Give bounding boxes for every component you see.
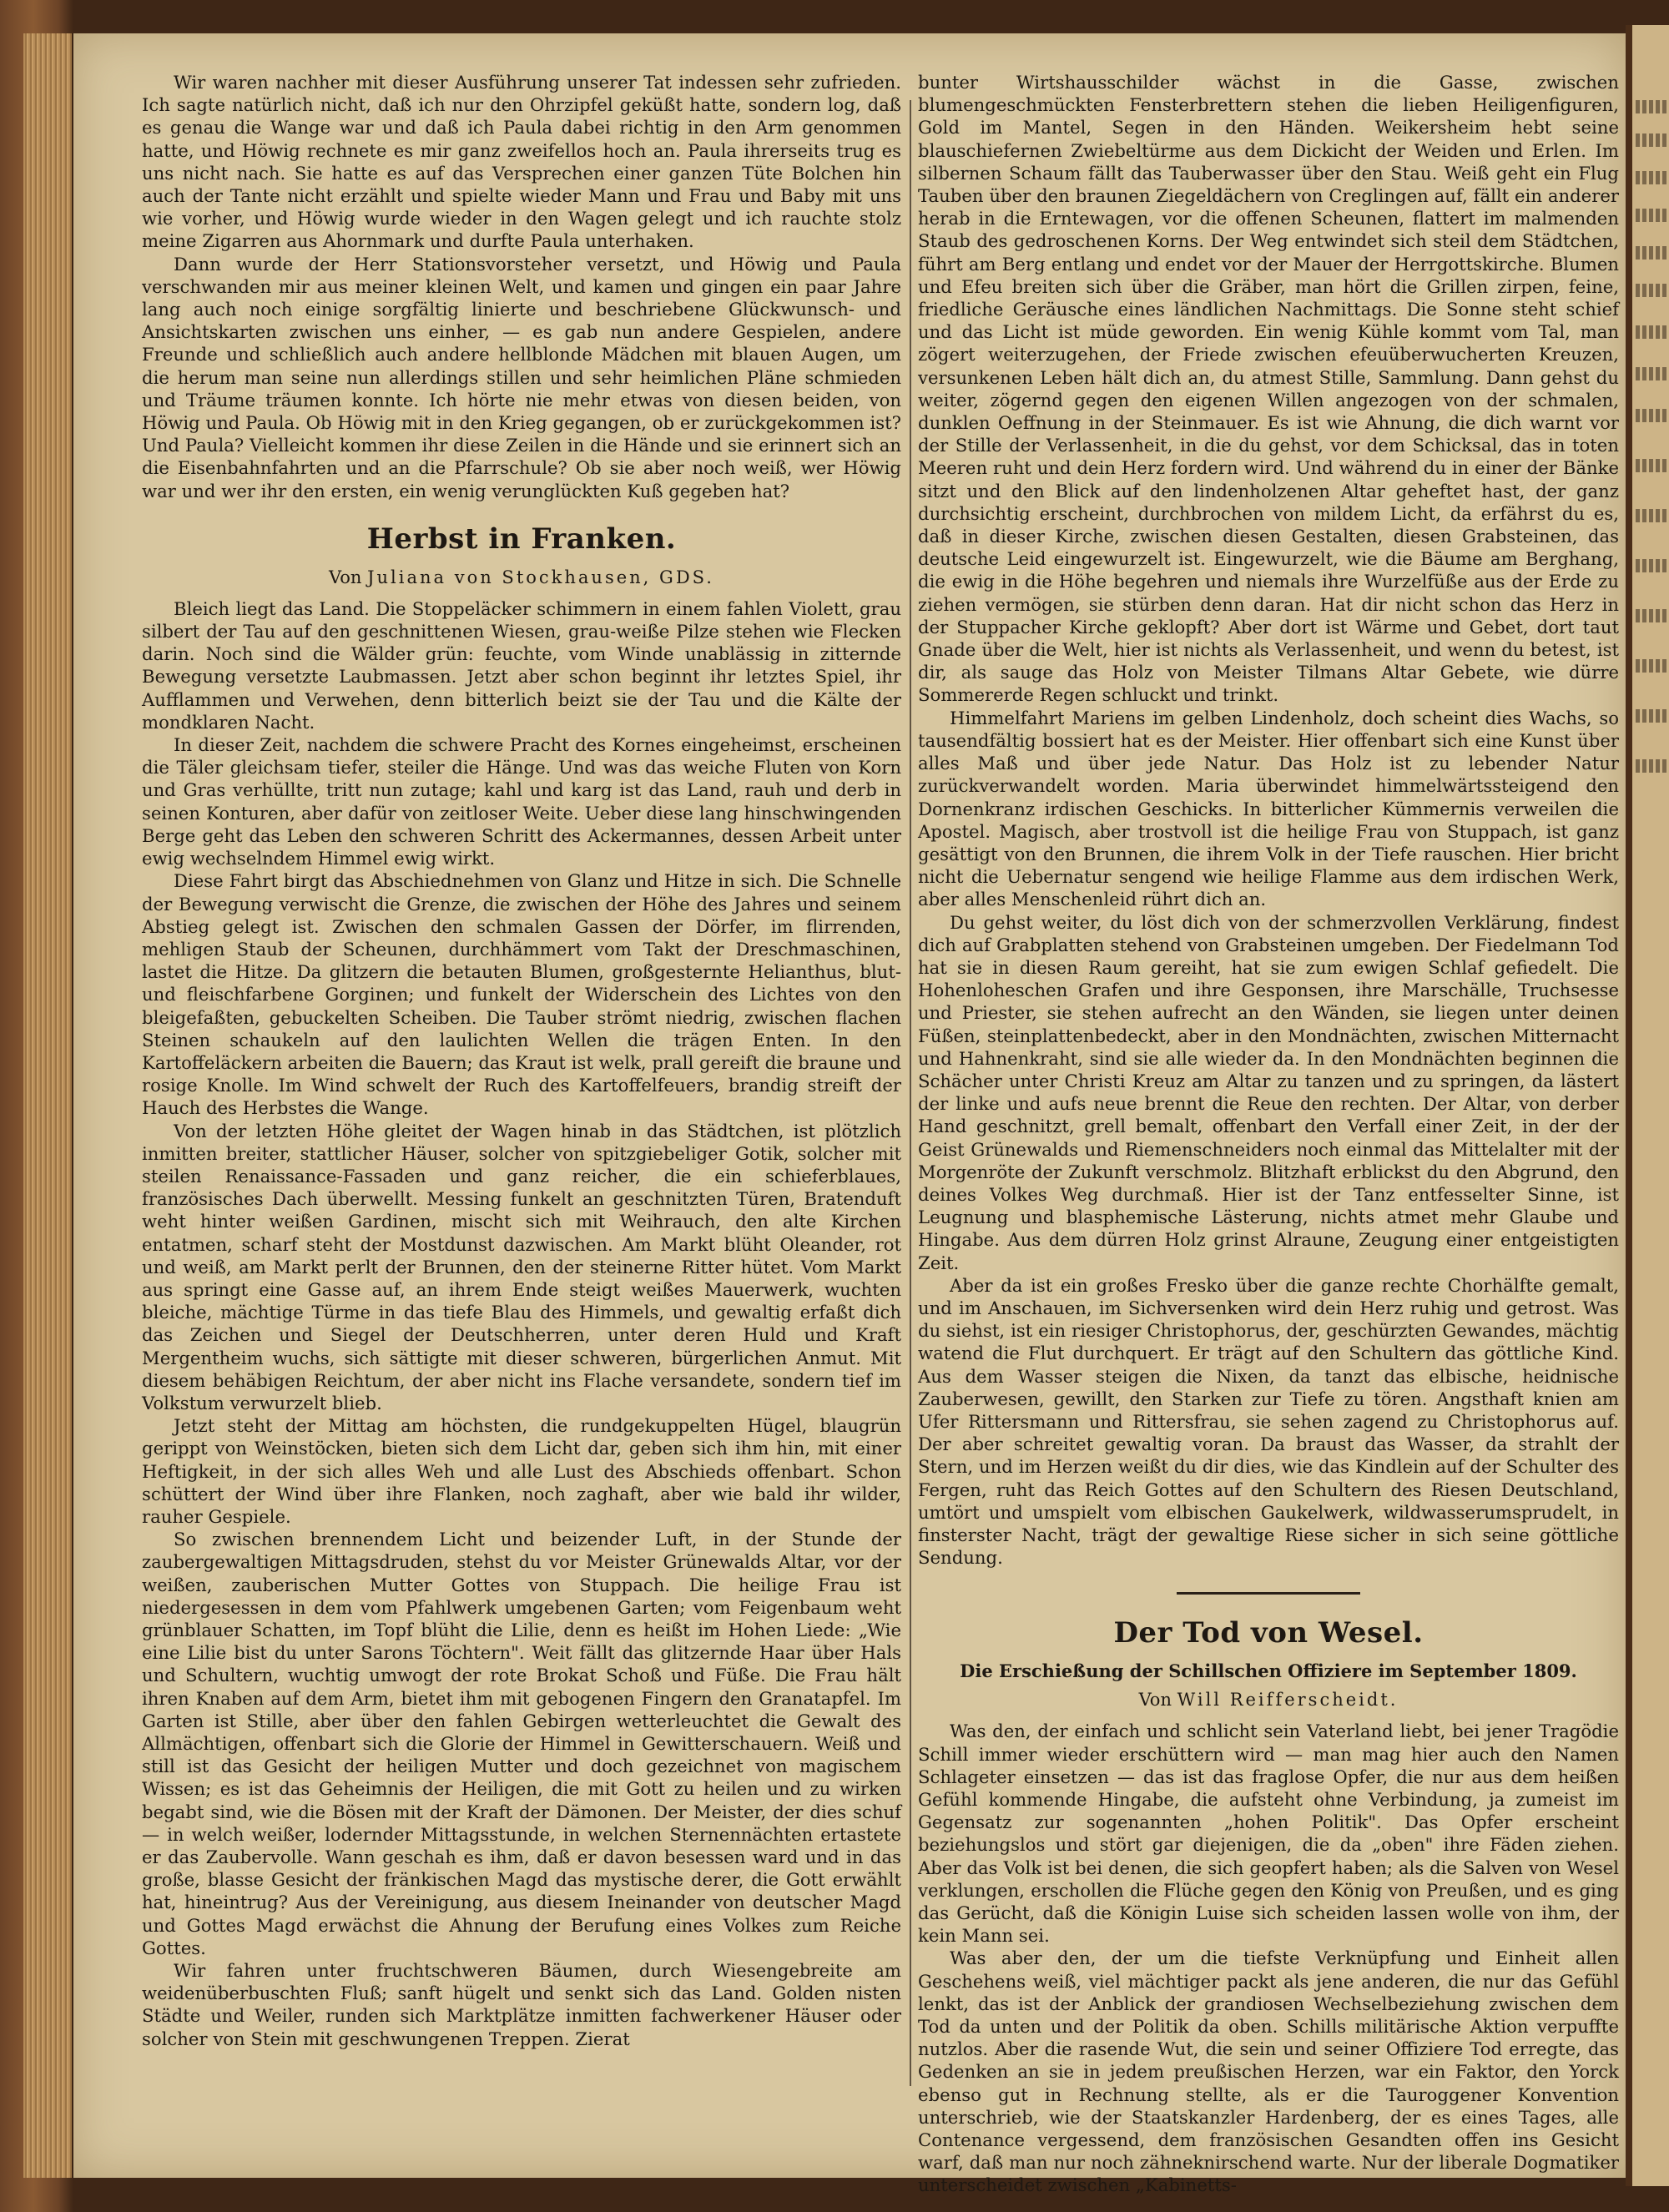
article-paragraph: In dieser Zeit, nachdem die schwere Pracht des Kornes eingeheimst, erscheinen die Täler gleichsam tiefer, steiler die Hänge. Und was das weiche Fluten von Korn und Gras verhüllte, tritt nun zutage; kahl und karg ist das Land, rauh und derb in seinen Konturen, aber dafür von zeitloser Weite. Ueber diese lang hinschwingenden Berge geht das Leben den schweren Schritt des Ackermannes, dessen Arbeit unter ewig wechselndem Himmel ewig wirkt. (142, 734, 901, 869)
byline-prefix: Von (1138, 1690, 1172, 1711)
adjacent-page-edge (1626, 25, 1669, 2186)
article-paragraph: Bleich liegt das Land. Die Stoppeläcker schimmern in einem fahlen Violett, grau silbert der Tau auf den geschnittenen Wiesen, grau-weiße Pilze stehen wie Flecken darin. Noch sind die Wälder grün: feuchte, vom Winde unablässig in zitternde Bewegung versetzte Laubmassen. Jetzt aber schon beginnt ihr letztes Spiel, ihr Aufflammen und Verwehen, denn bitterlich beizt sie der Tau und die Kälte der mondklaren Nacht. (142, 597, 901, 733)
article-subtitle: Die Erschießung der Schillschen Offiziere im September 1809. (960, 1660, 1577, 1682)
article-paragraph: Was aber den, der um die tiefste Verknüpfung und Einheit allen Geschehens weiß, viel mächtiger packt als jene anderen, die nur das Gefühl lenkt, das ist der Anblick der grandiosen Wechselbeziehung zwischen dem Tod da unten und der Politik da oben. Schills militärische Aktion verpuffte nutzlos. Aber die rasende Wut, die sein und seiner Offiziere Tod erregte, das Gedenken an sie in jedem preußischen Herzen, war ein Faktor, den Yorck ebenso gut in Rechnung stellte, als er die Tauroggener Konvention unterschrieb, wie der Staatskanzler Hardenberg, der es eines Tages, alle Contenance vergessend, dem französischen Gesandten offen ins Gesicht warf, daß man nur noch zähneknirschend warte. Nur der liberale Dogmatiker unterscheidet zwischen „Kabinetts- (918, 1947, 1619, 2196)
article-continuation-paragraph: Aber da ist ein großes Fresko über die ganze rechte Chorhälfte gemalt, und im Anschauen, im Sichversenken wird dein Herz ruhig und getrost. Was du siehst, ist ein riesiger Christophorus, der, geschürzten Gewandes, mächtig watend die Flut durchquert. Er trägt auf den Schultern das göttliche Kind. Aus dem Wasser steigen die Nixen, da tanzt das elbische, heidnische Zauberwesen, gewillt, den Starken zur Tiefe zu tören. Angsthaft knien am Ufer Rittersmann und Rittersfrau, sie sehen zagend zu Christophorus auf. Der aber schreitet gewaltig voran. Da braust das Wasser, da strahlt der Stern, und im Herzen weißt du dir dies, wie das Kindlein auf der Schulter des Fergen, ruht das Reich Gottes auf den Schultern des Riesen Deutschland, umtört und umspielt vom elbischen Gaukelwerk, wildwasserumsprudelt, in finsterster Nacht, trägt der gewaltige Riese sicher in sich seine göttliche Sendung. (918, 1274, 1619, 1569)
article-paragraph: So zwischen brennendem Licht und beizender Luft, in der Stunde der zaubergewaltigen Mittagsdruden, stehst du vor Meister Grünewalds Altar, vor der weißen, zauberischen Mutter Gottes von Stuppach. Die heilige Frau ist niedergesessen in dem vom Pfahlwerk umgebenen Garten; vom Feigenbaum weht grünblauer Schatten, im Topf blüht die Lilie, denn es heißt im Hohen Liede: „Wie eine Lilie bist du unter Sarons Töchtern". Weit fällt das glitzernde Haar über Hals und Schultern, wuchtig umwogt der rote Brokat Schoß und Füße. Die Frau hält ihren Knaben auf dem Arm, bietet ihm mit gebogenen Fingern den Granatapfel. Im Garten ist Stille, aber über den fahlen Gebirgen wetterleuchtet die Gewalt des Allmächtigen, offenbart sich die Glorie der Himmel in Gewitterschauern. Weiß und still ist das Gesicht der heiligen Mutter und doch gezeichnet von magischem Wissen; es ist das Geheimnis der Heiligen, die mit Gott zu heilen und zu wirken begabt sind, wie die Bösen mit der Kraft der Dämonen. Der Meister, der dies schuf — in welch weißer, lodernder Mittagsstunde, in welchen Sternennächten ertastete er das Zaubervolle. Wann geschah es ihm, daß er davon besessen ward und in das große, blasse Gesicht der fränkischen Magd das mystische derer, die Gott erwählt hat, hineintrug? Aus der Vereinigung, aus diesem Ineinander von deutscher Magd und Gottes Magd erwächst die Ahnung der Berufung eines Volkes zum Reiche Gottes. (142, 1529, 901, 1958)
book-binding-edge (23, 33, 73, 2178)
byline-prefix: Von (329, 567, 362, 587)
article-paragraph: Diese Fahrt birgt das Abschiednehmen von Glanz und Hitze in sich. Die Schnelle der Bewegung verwischt die Grenze, die zwischen der Höhe des Jahres und seinem Abstieg gelegt ist. Zwischen den schmalen Gassen der Dörfer, im flirrenden, mehligen Staub der Scheunen, durchhämmert vom Takt der Dreschmaschinen, lastet die Hitze. Da glitzern die betauten Blumen, großgesternte Helianthus, blut- und fleischfarbene Gorginen; und funkelt der Widerschein des Lichtes von den bleigefaßten, gebuckelten Scheiben. Die Tauber strömt niedrig, zwischen flachen Steinen schaukeln auf den laulichten Wellen die trägen Enten. In den Kartoffeläckern arbeiten die Bauern; das Kraut ist welk, prall gereift die braune und rosige Knolle. Im Wind schwelt der Ruch des Kartoffelfeuers, brandig streift der Hauch des Herbstes die Wange. (142, 870, 901, 1119)
article-paragraph: Von der letzten Höhe gleitet der Wagen hinab in das Städtchen, ist plötzlich inmitten breiter, stattlicher Häuser, solcher von spitzgiebeliger Gotik, solcher mit steilen Renaissance-Fassaden und ganz reicher, die ein schieferblaues, französisches Dach überwellt. Messing funkelt an geschnitzten Türen, Bratenduft weht hinter weißen Gardinen, mischt sich mit Weihrauch, den alte Kirchen entatmen, scharf steht der Mostdunst dazwischen. Am Markt blüht Oleander, rot und weiß, am Markt perlt der Brunnen, den der steinerne Ritter hütet. Vom Markt aus springt eine Gasse auf, an ihrem Ende steigt weißes Mauerwerk, wuchten bleiche, mächtige Türme in das tiefe Blau des Himmels, und gewaltig erfaßt dich das Zeichen und Siegel der Deutschherren, unter deren Huld und Kraft Mergentheim wuchs, sich sättigte mit dieser schweren, bürgerlichen Anmut. Mit diesem behäbigen Reichtum, der aber nicht ins Flache versandete, sondern tief im Volkstum verwurzelt blieb. (142, 1120, 901, 1413)
story-ending-paragraph: Dann wurde der Herr Stationsvorsteher versetzt, und Höwig und Paula verschwanden mir aus meiner kleinen Welt, und kamen und gingen ein paar Jahre lang auch noch einige sorgfältig linierte und beschriebene Glückwunsch- und Ansichtskarten zwischen uns einher, — es gab nun andere Gespielen, andere Freunde und schließlich auch andere hellblonde Mädchen mit blauen Augen, um die herum man seine nun allerdings stillen und sehr heimlichen Pläne schmieden und Träume träumen konnte. Ich hörte nie mehr etwas von diesen beiden, von Höwig und Paula. Ob Höwig mit in den Krieg gegangen, ob er zurückgekommen ist? Und Paula? Vielleicht kommen ihr diese Zeilen in die Hände und sie erinnert sich an die Eisenbahnfahrten und an die Pfarrschule? Ob sie aber noch weiß, wer Höwig war und wer ihr den ersten, ein wenig verunglückten Kuß gegeben hat? (142, 253, 901, 501)
article-continuation-paragraph: Du gehst weiter, du löst dich von der schmerzvollen Verklärung, findest dich auf Grabplatten stehend von Grabsteinen umgeben. Der Fiedelmann Tod hat sie in diesen Raum gereiht, hat sie zum ewigen Schlaf gefiedelt. Die Hohenloheschen Grafen und ihre Gesponsen, ihre Marschälle, Truchsesse und Priester, sie stehen aufrecht an den Wänden, sie liegen unter deinen Füßen, steinplattenbedeckt, aber in den Mondnächten, zwischen Mitternacht und Hahnenkraht, sind sie alle wieder da. In den Mondnächten beginnen die Schächer unter Christi Kreuz am Altar zu tanzen und zu springen, da lästert der linke und aufs neue brennt die Reue den rechten. Der Altar, von derber Hand geschnitzt, grell bemalt, offenbart den Verfall einer Zeit, in der der Geist Grünewalds und Riemenschneiders noch einmal das Mittelalter mit der Morgenröte der Zukunft verschmolz. Blitzhaft erblickst du den Abgrund, den deines Volkes Weg durchmaß. Hier ist der Tanz entfesselter Sinne, ist Leugnung und blasphemische Lästerung, nichts atmet mehr Glaube und Hingabe. Aus dem dürren Holz grinst Alraune, Zeugung einer entgeistigten Zeit. (918, 911, 1619, 1273)
column-divider (910, 100, 911, 2086)
article-separator (1177, 1592, 1360, 1595)
article-continuation-paragraph: Himmelfahrt Mariens im gelben Lindenholz, doch scheint dies Wachs, so tausendfältig bossiert hat es der Meister. Hier offenbart sich eine Kunst über alles Maß und über jede Natur. Das Holz ist zu lebender Natur zurückverwandelt worden. Maria überwindet himmelwärtssteigend den Dornenkranz irdischen Geschicks. In bitterlicher Kümmernis verweilen die Apostel. Magisch, aber trostvoll ist die heilige Frau von Stuppach, ist ganz gesättigt von den Brunnen, die ihrem Volk in der Tiefe rauschen. Hier bricht nicht die Uebernatur sengend wie heilige Flamme aus dem irdischen Werk, aber alles Menschenleid rührt dich an. (918, 707, 1619, 910)
left-column (142, 71, 901, 2050)
article-title: Der Tod von Wesel. (1113, 1616, 1424, 1650)
article-byline (918, 1688, 1619, 1711)
article-paragraph: Was den, der einfach und schlicht sein Vaterland liebt, bei jener Tragödie Schill immer wieder erschüttern wird — man mag hier auch den Namen Schlageter einsetzen — das ist das fraglose Opfer, die nur aus dem heißen Gefühl kommende Hingabe, die aufsteht ohne Verbindung, ja zumeist im Gegensatz zur sogenannten „hohen Politik". Das Opfer erscheint beziehungslos und stört gar diejenigen, die da „oben" ihre Fäden ziehen. Aber das Volk ist bei denen, die sich geopfert haben; als die Salven von Wesel verklungen, erschollen die Flüche gegen den König von Preußen, und es ging das Gerücht, daß die Königin Luise sich scheiden lassen wolle von ihm, der kein Mann sei. (918, 1721, 1619, 1947)
article-paragraph: Jetzt steht der Mittag am höchsten, die rundgekuppelten Hügel, blaugrün gerippt von Weinstöcken, bieten sich dem Licht dar, geben sich ihm hin, mit einer Heftigkeit, in der sich alles Weh und alle Lust des Abschieds offenbart. Schon schüttert der Wind über ihre Flanken, noch zaghaft, aber wie bald ihr wilder, rauher Gespiele. (142, 1415, 901, 1527)
byline-author: Juliana von Stockhausen, GDS. (367, 567, 714, 587)
article-paragraph: Wir fahren unter fruchtschweren Bäumen, durch Wiesengebreite am weidenüberbuschten Fluß; sanft hügelt und senkt sich das Land. Golden nisten Städte und Weiler, runden sich Marktplätze inmitten fachwerkener Häuser oder solcher von Stein mit geschwungenen Treppen. Zierat (142, 1960, 901, 2049)
article-continuation-paragraph: bunter Wirtshausschilder wächst in die Gasse, zwischen blumengeschmückten Fensterbrettern stehen die lieben Heiligenfiguren, Gold im Mantel, Segen in den Händen. Weikersheim hebt seine blauschiefernen Zwiebeltürme aus dem Dickicht der Weiden und Erlen. Im silbernen Schaum fällt das Tauberwasser über den Stau. Weiß geht ein Flug Tauben über den braunen Ziegeldächern von Creglingen auf, fällt ein anderer herab in die Erntewagen, vor die offenen Scheunen, flattert im malmenden Staub des gedroschenen Korns. Der Weg entwindet sich steil dem Städtchen, führt am Berg entlang und endet vor der Mauer der Herrgottskirche. Blumen und Efeu breiten sich über die Gräber, man hört die Grillen zirpen, feine, friedliche Geräusche eines ländlichen Nachmittags. Die Sonne steht schief und das Licht ist müde geworden. Ein wenig Kühle kommt vom Tal, man zögert weiterzugehen, der Friede zwischen efeuüberwucherten Kreuzen, versunkenen Leben hält dich an, du atmest Stille, Sammlung. Dann gehst du weiter, zögernd gegen den eigenen Willen angezogen von der schmalen, dunklen Oeffnung in der Steinmauer. Es ist wie Ahnung, die dich warnt vor der Stille der Verlassenheit, in die du gehst, vor dem Schicksal, das in toten Meeren ruht und dein Herz fordern wird. Und während du in einer der Bänke sitzt und den Blick auf den lindenholzenen Altar geheftet hast, der ganz durchsichtig erscheint, durchbrochen von mildem Licht, da erfährst du es, daß in dieser Kirche, zwischen diesen Gestalten, diesen Grabsteinen, das deutsche Leid eingewurzelt ist. Eingewurzelt, wie die Bäume am Berghang, die ewig in die Höhe begehren und niemals ihre Wurzelfüße aus der Erde zu ziehen vermögen, sie stürben denn daran. Hat dir nicht schon das Herz in der Stuppacher Kirche geklopft? Aber dort ist Wärme und Gebet, dort taut Gnade über die Welt, hier ist nichts als Verlassenheit, und wenn du betest, ist dir, als sauge das Holz von Meister Tilmans Altar Gebete, wie dürre Sommererde Regen schluckt und trinkt. (918, 72, 1619, 706)
byline-author: Will Reifferscheidt. (1177, 1690, 1399, 1711)
right-column (918, 71, 1619, 2197)
story-ending-paragraph: Wir waren nachher mit dieser Ausführung unserer Tat indessen sehr zufrieden. Ich sagte natürlich nicht, daß ich nur den Ohrzipfel geküßt hatte, sondern log, daß es genau die Wange war und daß ich Paula dabei richtig in den Arm genommen hatte, und Höwig rechnete es mir ganz zweifellos hoch an. Paula ihrerseits trug es uns nicht nach. Sie hatte es auf das Versprechen einer ganzen Tüte Bolchen hin auch der Tante nicht erzählt und spielte wieder Mann und Frau und Baby mit uns wie vorher, und Höwig wurde wieder in den Wagen gelegt und ich rauchte stolz meine Zigarren aus Ahornmark und durfte Paula unterhaken. (142, 72, 901, 252)
article-title: Herbst in Franken. (366, 522, 677, 556)
article-byline (142, 566, 901, 589)
